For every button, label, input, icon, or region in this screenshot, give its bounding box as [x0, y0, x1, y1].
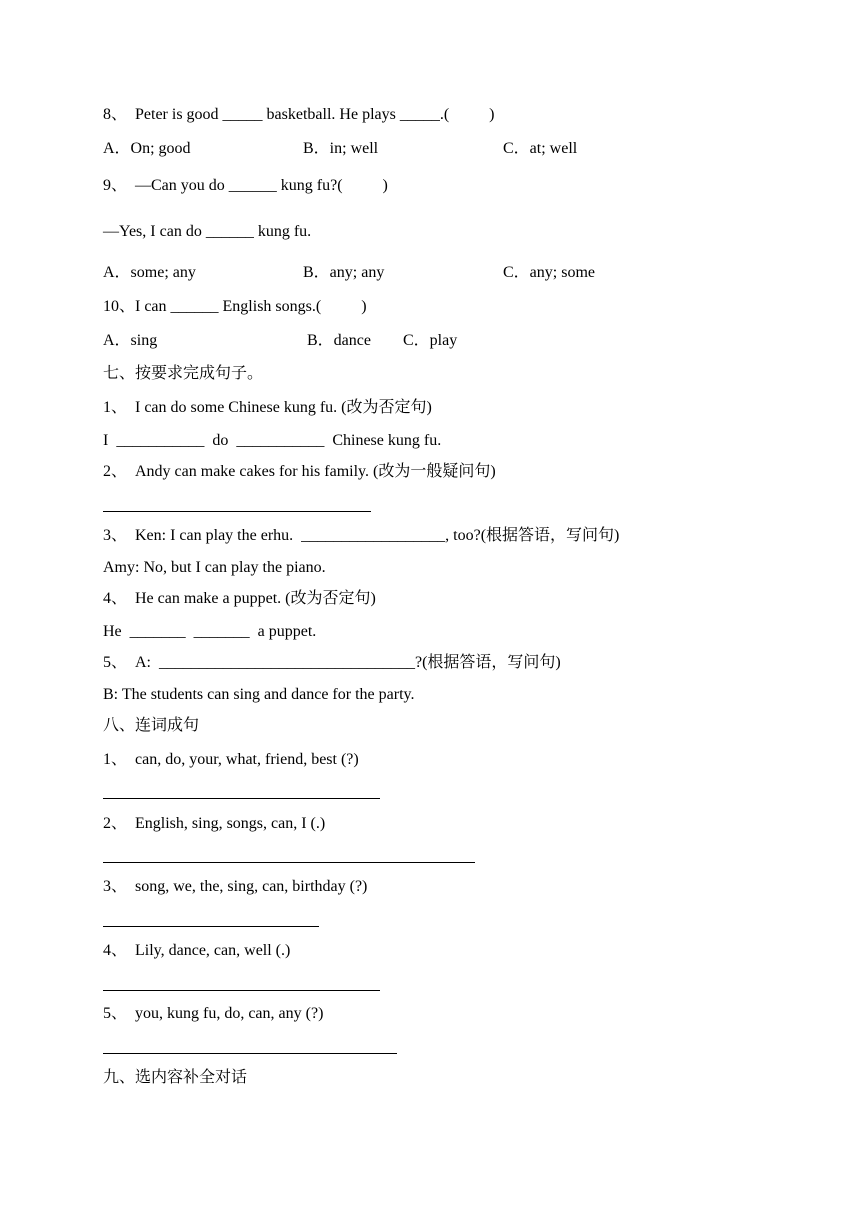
s8-item-5-answer-rule: [103, 1053, 397, 1054]
s8-item-5: 5、 you, kung fu, do, can, any (?): [103, 1005, 324, 1022]
q8-option-c: C．at; well: [503, 140, 578, 157]
q9-option-c: C．any; some: [503, 264, 595, 281]
s8-item-4: 4、 Lily, dance, can, well (.): [103, 942, 291, 959]
section-9-heading: 九、选内容补全对话: [103, 1069, 248, 1086]
q9-option-b: B．any; any: [303, 264, 385, 281]
s7-item-5-reply: B: The students can sing and dance for the party.: [103, 686, 415, 703]
question-9-line2: —Yes, I can do ______ kung fu.: [103, 223, 312, 240]
s8-item-2: 2、 English, sing, songs, can, I (.): [103, 815, 326, 832]
s7-item-4-answer-line: He _______ _______ a puppet.: [103, 623, 317, 640]
s7-item-4-prompt: 4、 He can make a puppet. (改为否定句): [103, 590, 376, 607]
q8-option-a: A．On; good: [103, 140, 191, 157]
s8-item-3-answer-rule: [103, 926, 319, 927]
s7-item-2-answer-rule: [103, 511, 371, 512]
q10-option-a: A．sing: [103, 332, 158, 349]
q10-option-b: B．dance: [307, 332, 371, 349]
question-9: 9、 —Can you do ______ kung fu?( ): [103, 177, 388, 194]
question-8: 8、 Peter is good _____ basketball. He plays _____.( ): [103, 106, 495, 123]
s8-item-1: 1、 can, do, your, what, friend, best (?): [103, 751, 359, 768]
q8-option-b: B．in; well: [303, 140, 379, 157]
question-10: 10、I can ______ English songs.( ): [103, 298, 367, 315]
s7-item-3-reply: Amy: No, but I can play the piano.: [103, 559, 326, 576]
s7-item-1-answer-line: I ___________ do ___________ Chinese kung fu.: [103, 432, 442, 449]
s7-item-5-prompt: 5、 A: ________________________________?(根据答语，写问句): [103, 654, 561, 671]
q9-option-a: A．some; any: [103, 264, 196, 281]
section-7-heading: 七、按要求完成句子。: [103, 365, 264, 382]
s7-item-3-prompt: 3、 Ken: I can play the erhu. __________________, too?(根据答语，写问句): [103, 527, 620, 544]
s8-item-4-answer-rule: [103, 990, 380, 991]
s8-item-3: 3、 song, we, the, sing, can, birthday (?): [103, 878, 368, 895]
s7-item-2-prompt: 2、 Andy can make cakes for his family. (改为一般疑问句): [103, 463, 496, 480]
s8-item-1-answer-rule: [103, 798, 380, 799]
section-8-heading: 八、连词成句: [103, 717, 200, 734]
s7-item-1-prompt: 1、 I can do some Chinese kung fu. (改为否定句): [103, 399, 432, 416]
q10-option-c: C．play: [403, 332, 458, 349]
s8-item-2-answer-rule: [103, 862, 475, 863]
